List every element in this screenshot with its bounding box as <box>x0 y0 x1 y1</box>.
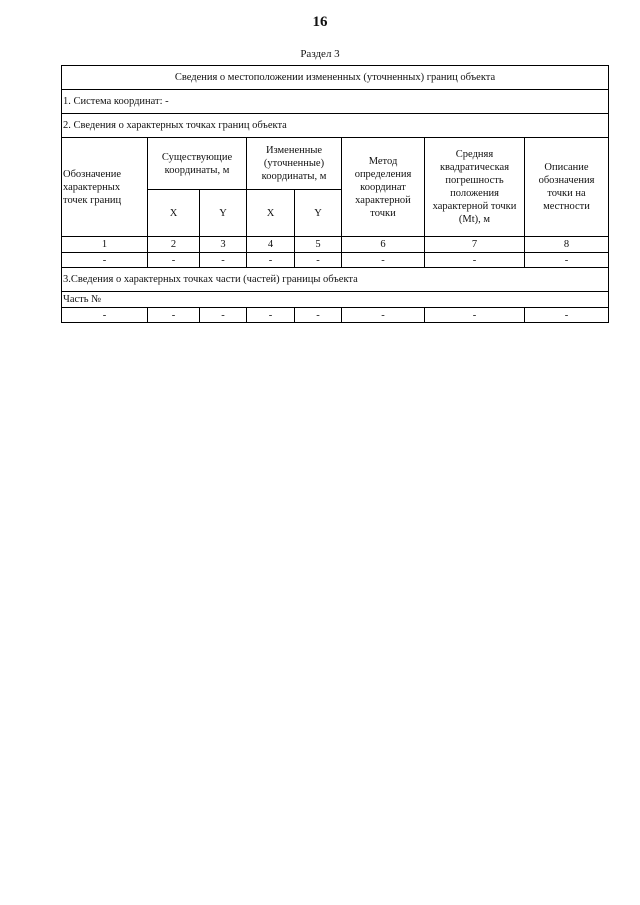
header-method: Метод определения координат характерной точки <box>342 138 425 237</box>
table-cell: - <box>62 308 148 323</box>
header-existing-x: X <box>148 190 200 237</box>
column-number: 2 <box>148 237 200 253</box>
column-number: 4 <box>247 237 295 253</box>
header-existing-y: Y <box>200 190 247 237</box>
parts-title: 3.Сведения о характерных точках части (частей) границы объекта <box>62 268 609 292</box>
table-cell: - <box>425 308 525 323</box>
caption-row <box>62 66 609 90</box>
table-cell: - <box>295 308 342 323</box>
column-number: 5 <box>295 237 342 253</box>
column-number: 8 <box>525 237 609 253</box>
boundary-table <box>61 65 609 323</box>
table-cell: - <box>148 253 200 268</box>
table-cell: - <box>200 308 247 323</box>
header-designation: Обозначение характерных точек границ <box>62 138 148 237</box>
header-changed: Измененные (уточненные) координаты, м <box>247 138 342 190</box>
column-numbers-row <box>62 237 609 253</box>
table-cell: - <box>62 253 148 268</box>
table-row <box>62 253 609 268</box>
table-cell: - <box>425 253 525 268</box>
table-row <box>62 308 609 323</box>
table-cell: - <box>525 308 609 323</box>
header-description: Описание обозначения точки на местности <box>525 138 609 237</box>
points-title: 2. Сведения о характерных точках границ объекта <box>62 114 609 138</box>
column-number: 7 <box>425 237 525 253</box>
page-number: 16 <box>312 14 328 30</box>
section-title: Раздел 3 <box>300 48 340 60</box>
table-cell: - <box>247 253 295 268</box>
header-row <box>62 138 609 190</box>
header-changed-x: X <box>247 190 295 237</box>
table-cell: - <box>247 308 295 323</box>
header-changed-y: Y <box>295 190 342 237</box>
table-cell: - <box>200 253 247 268</box>
table-cell: - <box>148 308 200 323</box>
column-number: 6 <box>342 237 425 253</box>
table-cell: - <box>295 253 342 268</box>
table-cell: - <box>342 253 425 268</box>
header-error: Средняя квадратическая погрешность положения характерной точки (Mt), м <box>425 138 525 237</box>
points-title-row <box>62 114 609 138</box>
part-label: Часть № <box>62 292 609 308</box>
column-number: 1 <box>62 237 148 253</box>
table-caption: Сведения о местоположении измененных (уточненных) границ объекта <box>62 66 609 90</box>
table-cell: - <box>525 253 609 268</box>
part-label-row <box>62 292 609 308</box>
column-number: 3 <box>200 237 247 253</box>
coord-system: 1. Система координат: - <box>62 90 609 114</box>
header-existing: Существующие координаты, м <box>148 138 247 190</box>
parts-title-row <box>62 268 609 292</box>
table-cell: - <box>342 308 425 323</box>
coord-system-row <box>62 90 609 114</box>
